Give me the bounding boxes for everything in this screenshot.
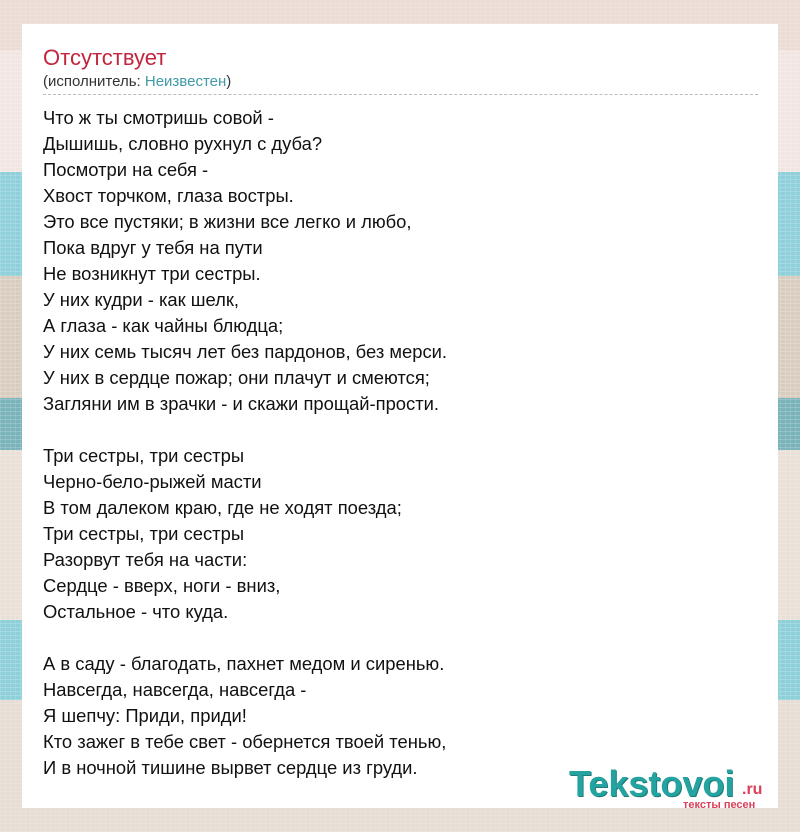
- lyric-line: Кто зажег в тебе свет - обернется твоей тенью,: [43, 731, 447, 752]
- lyric-line: Это все пустяки; в жизни все легко и любо,: [43, 211, 412, 232]
- lyric-line: Хвост торчком, глаза востры.: [43, 185, 294, 206]
- lyrics-body: [43, 105, 447, 781]
- stanza-2: [43, 443, 447, 625]
- stanza-1: [43, 105, 447, 417]
- artist-suffix: ): [226, 73, 232, 90]
- lyric-line: В том далеком краю, где не ходят поезда;: [43, 497, 402, 518]
- logo-tagline: тексты песен: [683, 799, 756, 811]
- logo-domain-suffix: .ru: [742, 781, 763, 798]
- lyric-line: И в ночной тишине вырвет сердце из груди.: [43, 757, 418, 778]
- lyric-line: У них кудри - как шелк,: [43, 289, 240, 310]
- lyric-line: Что ж ты смотришь совой -: [43, 107, 274, 128]
- lyric-line: Не возникнут три сестры.: [43, 263, 261, 284]
- song-title: Отсутствует: [43, 45, 167, 70]
- logo-wordmark: Tekstovoi: [569, 763, 735, 804]
- lyric-line: Дышишь, словно рухнул с дуба?: [43, 133, 323, 154]
- lyric-line: Разорвут тебя на части:: [43, 549, 248, 570]
- lyric-line: А глаза - как чайны блюдца;: [43, 315, 284, 336]
- lyric-line: Сердце - вверх, ноги - вниз,: [43, 575, 281, 596]
- lyrics-card: [22, 24, 778, 811]
- title-divider: [43, 94, 758, 95]
- lyric-line: Пока вдруг у тебя на пути: [43, 237, 263, 258]
- lyric-line: Я шепчу: Приди, приди!: [43, 705, 247, 726]
- stanza-3: [43, 651, 447, 781]
- lyric-line: Три сестры, три сестры: [43, 445, 245, 466]
- lyric-line: Посмотри на себя -: [43, 159, 209, 180]
- artist-prefix: (исполнитель:: [43, 73, 145, 90]
- lyric-line: Черно-бело-рыжей масти: [43, 471, 262, 492]
- lyric-line: У них в сердце пожар; они плачут и смеются;: [43, 367, 430, 388]
- lyric-line: Загляни им в зрачки - и скажи прощай-прости.: [43, 393, 440, 414]
- site-logo[interactable]: [569, 764, 779, 812]
- lyric-line: А в саду - благодать, пахнет медом и сиренью.: [43, 653, 445, 674]
- lyric-line: Навсегда, навсегда, навсегда -: [43, 679, 307, 700]
- lyric-line: У них семь тысяч лет без пардонов, без мерси.: [43, 341, 448, 362]
- artist-link[interactable]: Неизвестен: [144, 73, 227, 90]
- lyric-line: Остальное - что куда.: [43, 601, 229, 622]
- lyric-line: Три сестры, три сестры: [43, 523, 245, 544]
- artist-line: [43, 73, 231, 91]
